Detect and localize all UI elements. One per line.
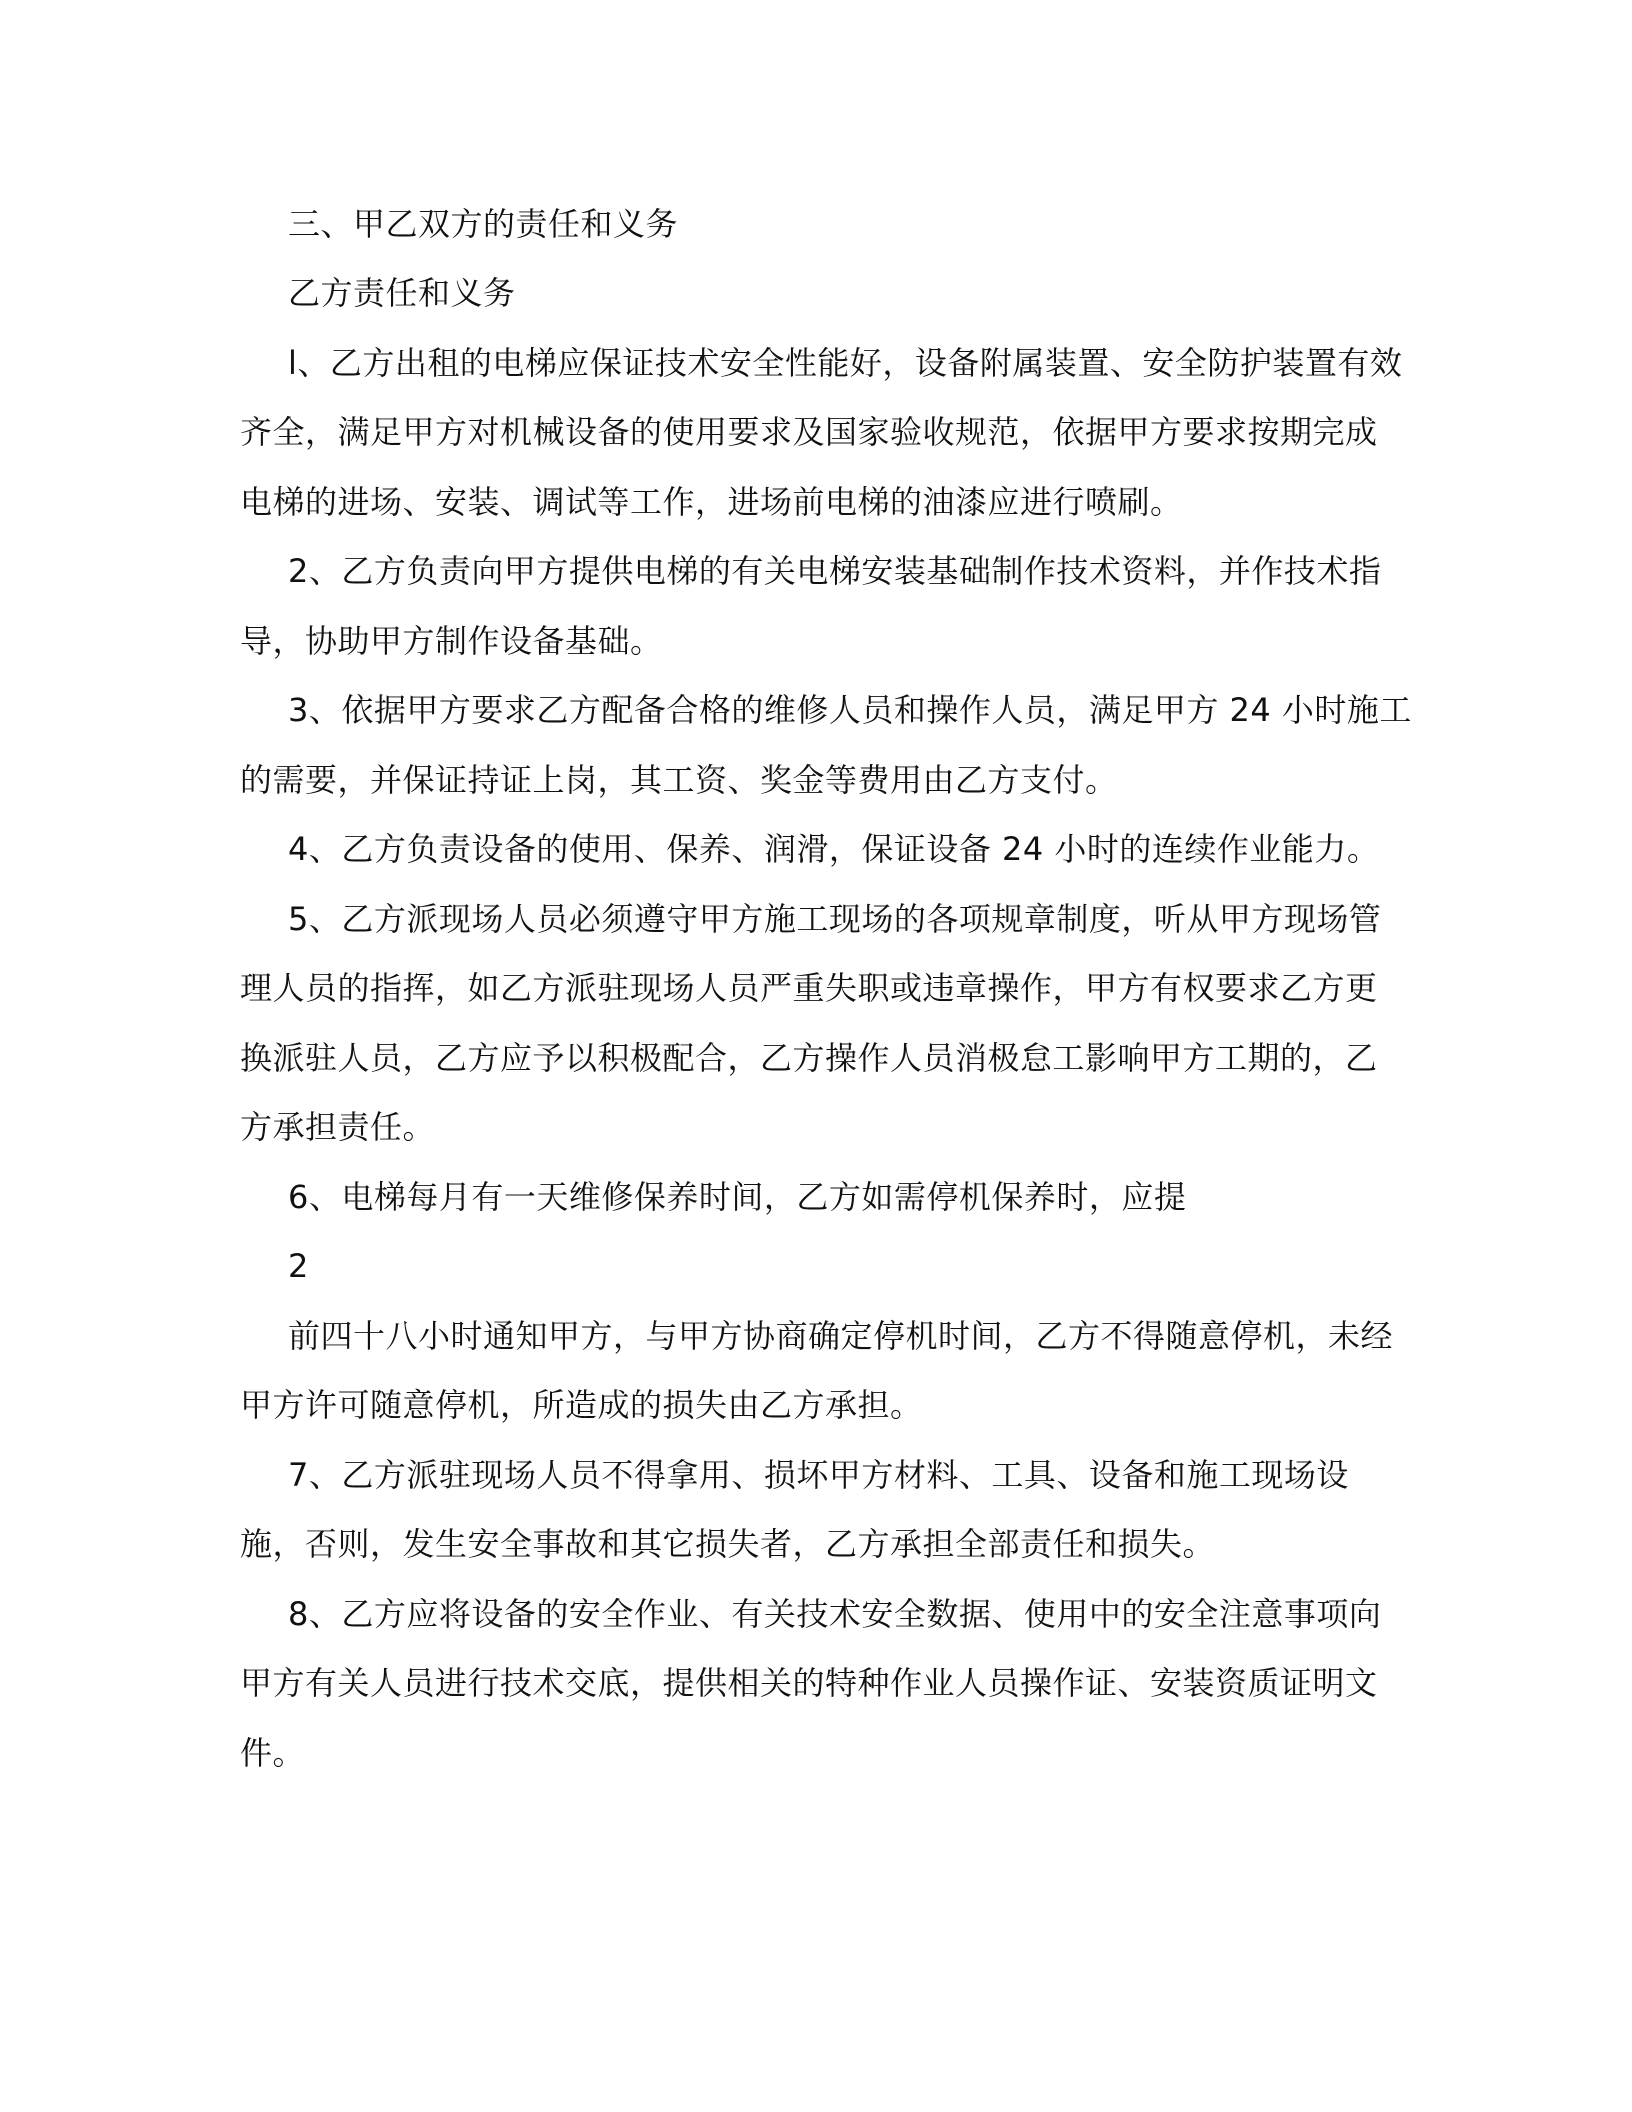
paragraph-line: 方承担责任。 (240, 1108, 436, 1146)
paragraph-line: 8、乙方应将设备的安全作业、有关技术安全数据、使用中的安全注意事项向 (288, 1595, 1382, 1633)
subsection-title: 乙方责任和义务 (288, 274, 516, 312)
paragraph-line: 的需要，并保证持证上岗，其工资、奖金等费用由乙方支付。 (240, 761, 1118, 799)
paragraph-line: l、乙方出租的电梯应保证技术安全性能好，设备附属装置、安全防护装置有效 (288, 344, 1403, 382)
paragraph-line: 理人员的指挥，如乙方派驻现场人员严重失职或违章操作，甲方有权要求乙方更 (240, 969, 1378, 1007)
section-title: 三、甲乙双方的责任和义务 (288, 205, 679, 243)
paragraph-line: 甲方许可随意停机，所造成的损失由乙方承担。 (240, 1386, 923, 1424)
paragraph-line: 电梯的进场、安装、调试等工作，进场前电梯的油漆应进行喷刷。 (240, 483, 1183, 521)
paragraph-line: 前四十八小时通知甲方，与甲方协商确定停机时间，乙方不得随意停机，未经 (288, 1317, 1394, 1355)
paragraph-line: 2、乙方负责向甲方提供电梯的有关电梯安装基础制作技术资料，并作技术指 (288, 552, 1382, 590)
paragraph-line: 5、乙方派现场人员必须遵守甲方施工现场的各项规章制度，听从甲方现场管 (288, 900, 1382, 938)
paragraph-line: 甲方有关人员进行技术交底，提供相关的特种作业人员操作证、安装资质证明文 (240, 1664, 1378, 1702)
paragraph-line: 6、电梯每月有一天维修保养时间，乙方如需停机保养时，应提 (288, 1178, 1187, 1216)
paragraph-line: 件。 (240, 1734, 306, 1772)
paragraph-line: 导，协助甲方制作设备基础。 (240, 622, 663, 660)
paragraph-line: 齐全，满足甲方对机械设备的使用要求及国家验收规范，依据甲方要求按期完成 (240, 413, 1378, 451)
paragraph-line: 施，否则，发生安全事故和其它损失者，乙方承担全部责任和损失。 (240, 1525, 1216, 1563)
page-number: 2 (288, 1247, 309, 1285)
paragraph-line: 换派驻人员，乙方应予以积极配合，乙方操作人员消极怠工影响甲方工期的，乙 (240, 1039, 1378, 1077)
paragraph-line: 4、乙方负责设备的使用、保养、润滑，保证设备 24 小时的连续作业能力。 (288, 830, 1380, 868)
paragraph-line: 7、乙方派驻现场人员不得拿用、损坏甲方材料、工具、设备和施工现场设 (288, 1456, 1349, 1494)
paragraph-line: 3、依据甲方要求乙方配备合格的维修人员和操作人员，满足甲方 24 小时施工 (288, 691, 1412, 729)
